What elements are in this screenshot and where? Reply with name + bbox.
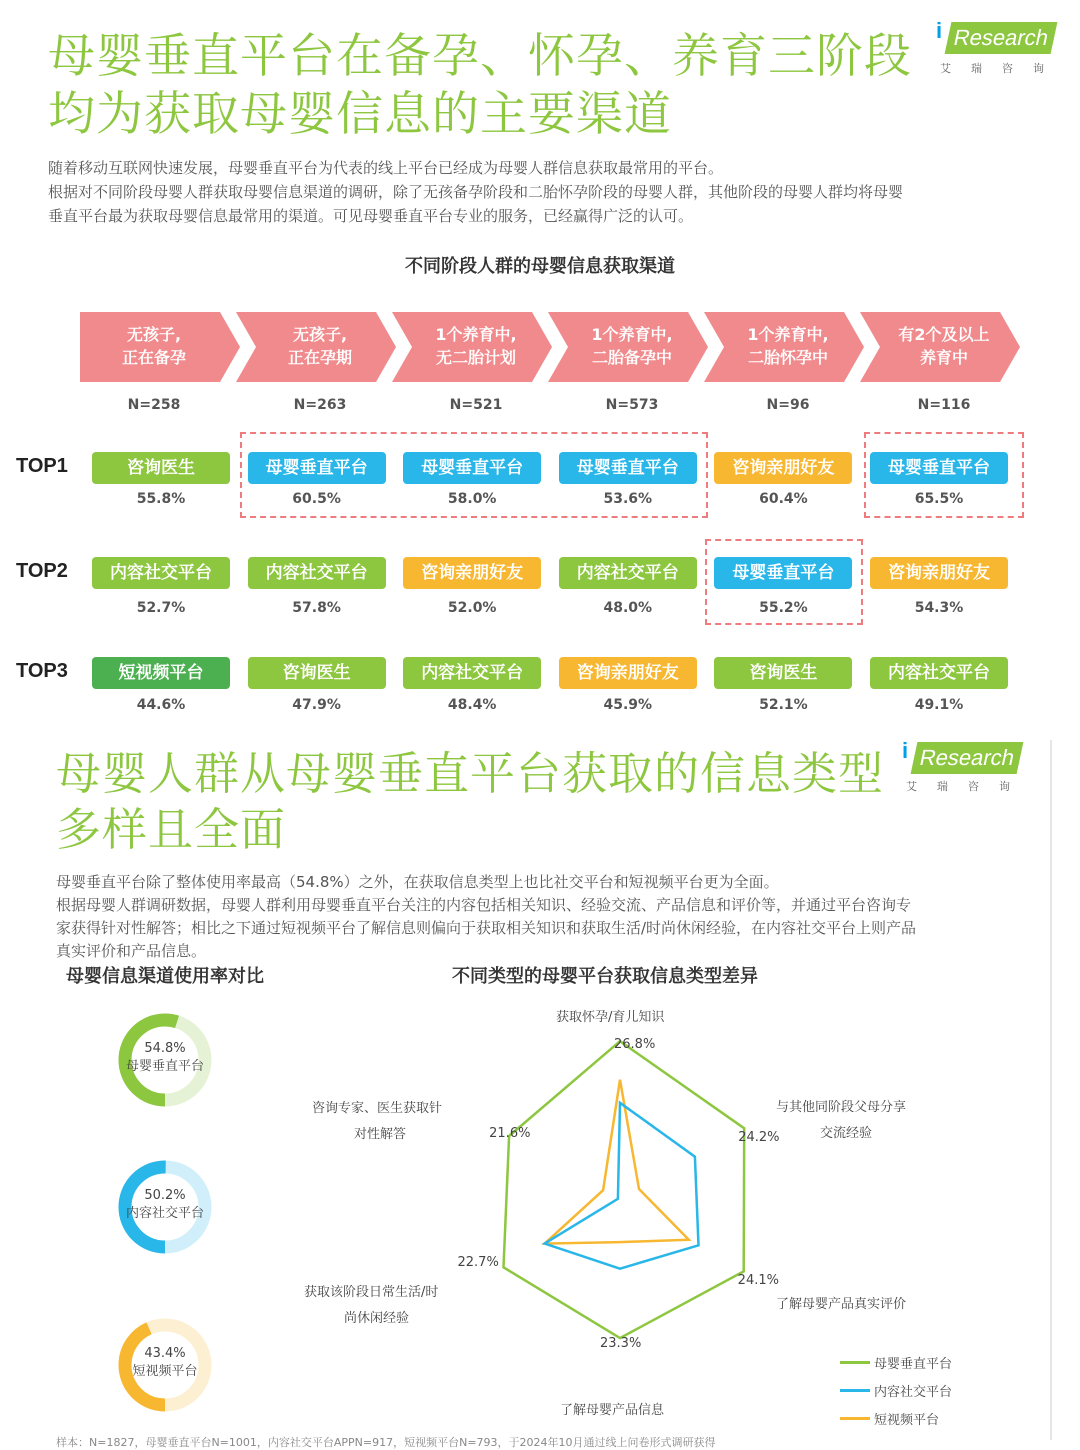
radar-value-label: 26.8% bbox=[614, 1037, 656, 1053]
logo-i: i bbox=[902, 738, 909, 763]
section2-desc-line3: 家获得针对性解答；相比之下通过短视频平台了解信息则偏向于获取相关知识和获取生活/时尚休闲经验，在内容社交平台上则产品 bbox=[56, 919, 917, 937]
radar-legend bbox=[840, 1348, 952, 1432]
stage-label-line2: 正在孕期 bbox=[287, 348, 352, 367]
channel-pill: 内容社交平台 bbox=[248, 557, 386, 589]
radar-value-label: 23.3% bbox=[600, 1336, 642, 1352]
radar-axis-label: 尚休闲经验 bbox=[344, 1311, 410, 1326]
channel-percent: 55.2% bbox=[759, 600, 808, 616]
radar-series-line bbox=[545, 1080, 689, 1244]
legend-label: 短视频平台 bbox=[874, 1412, 940, 1428]
channel-percent: 49.1% bbox=[914, 697, 964, 713]
channel-percent: 47.9% bbox=[292, 697, 341, 713]
legend-label: 母婴垂直平台 bbox=[874, 1356, 953, 1372]
stage-sample-size: N=521 bbox=[449, 397, 503, 413]
radar-axis-label: 咨询专家、医生获取针 bbox=[312, 1101, 443, 1116]
channel-pill: 内容社交平台 bbox=[870, 657, 1008, 689]
stage-label-line2: 养育中 bbox=[919, 348, 968, 367]
channel-percent: 55.8% bbox=[136, 491, 186, 507]
channel-percent: 57.8% bbox=[292, 600, 341, 616]
radar-axis-label: 交流经验 bbox=[820, 1126, 873, 1141]
donut-category: 母婴垂直平台 bbox=[125, 1059, 204, 1074]
channel-pill: 母婴垂直平台 bbox=[714, 557, 852, 589]
section1-desc-line3: 垂直平台最为获取母婴信息最常用的渠道。可见母婴垂直平台专业的服务，已经赢得广泛的认可。 bbox=[48, 207, 694, 225]
legend-item bbox=[840, 1404, 952, 1432]
channel-pill: 母婴垂直平台 bbox=[870, 452, 1008, 484]
channel-pill: 母婴垂直平台 bbox=[559, 452, 697, 484]
channel-pill: 咨询医生 bbox=[92, 452, 230, 484]
channel-percent: 45.9% bbox=[603, 697, 653, 713]
channel-pill: 咨询亲朋好友 bbox=[559, 657, 697, 689]
section2-title-line2: 多样且全面 bbox=[56, 803, 287, 856]
stage-sample-size: N=258 bbox=[127, 397, 181, 413]
channel-percent: 65.5% bbox=[914, 491, 964, 507]
section2-desc-line1: 母婴垂直平台除了整体使用率最高（54.8%）之外，在获取信息类型上也比社交平台和短视频平台更为全面。 bbox=[56, 873, 779, 891]
channel-pill: 咨询亲朋好友 bbox=[870, 557, 1008, 589]
radar-value-label: 24.2% bbox=[738, 1130, 780, 1146]
donut-value: 50.2% bbox=[144, 1188, 186, 1203]
radar-axis-label: 了解母婴产品真实评价 bbox=[776, 1297, 907, 1312]
channel-pill: 内容社交平台 bbox=[403, 657, 541, 689]
donut-category: 内容社交平台 bbox=[125, 1206, 204, 1221]
channel-percent: 53.6% bbox=[603, 491, 653, 507]
section2-desc-line2: 根据母婴人群调研数据，母婴人群利用母婴垂直平台关注的内容包括相关知识、经验交流、产品信息和评价等，并通过平台咨询专 bbox=[56, 896, 912, 914]
radar-axis-label: 对性解答 bbox=[354, 1127, 407, 1142]
channel-pill: 咨询亲朋好友 bbox=[403, 557, 541, 589]
radar-series-line bbox=[504, 1041, 745, 1338]
stage-label-line1: 无孩子, bbox=[292, 325, 348, 344]
section1-title-line1: 母婴垂直平台在备孕、怀孕、养育三阶段 bbox=[48, 29, 912, 84]
donut-section-title: 母婴信息渠道使用率对比 bbox=[66, 966, 264, 987]
stage-sample-size: N=573 bbox=[605, 397, 659, 413]
radar-value-label: 21.6% bbox=[489, 1126, 531, 1141]
stage-label-line1: 1个养育中, bbox=[435, 325, 517, 344]
stage-sample-size: N=116 bbox=[917, 397, 971, 413]
logo-sub: 艾瑞咨询 bbox=[940, 62, 1064, 75]
radar-axis-label: 了解母婴产品信息 bbox=[560, 1403, 665, 1418]
legend-swatch bbox=[840, 1361, 870, 1364]
channel-percent: 48.0% bbox=[603, 600, 653, 616]
radar-value-label: 24.1% bbox=[737, 1273, 779, 1289]
channel-pill: 咨询医生 bbox=[248, 657, 386, 689]
radar-section-title: 不同类型的母婴平台获取信息类型差异 bbox=[452, 966, 758, 987]
stage-label-line2: 二胎备孕中 bbox=[591, 348, 672, 367]
radar-axis-label: 获取怀孕/育儿知识 bbox=[556, 1010, 665, 1025]
radar-axis-label: 与其他同阶段父母分享 bbox=[776, 1100, 907, 1115]
channel-percent: 44.6% bbox=[136, 697, 186, 713]
channel-percent: 54.3% bbox=[914, 600, 964, 616]
channel-pill: 短视频平台 bbox=[92, 657, 230, 689]
channel-pill: 咨询医生 bbox=[714, 657, 852, 689]
channel-percent: 60.5% bbox=[292, 491, 341, 507]
stage-label-line1: 1个养育中, bbox=[747, 325, 829, 344]
channel-percent: 52.7% bbox=[136, 600, 186, 616]
legend-item bbox=[840, 1376, 952, 1404]
channel-percent: 60.4% bbox=[759, 491, 808, 507]
rank-label: TOP2 bbox=[16, 560, 68, 582]
legend-item bbox=[840, 1348, 952, 1376]
section2-title-line1: 母婴人群从母婴垂直平台获取的信息类型 bbox=[56, 747, 885, 800]
page-edge bbox=[1050, 740, 1052, 1440]
donut-category: 短视频平台 bbox=[132, 1364, 198, 1379]
legend-swatch bbox=[840, 1389, 870, 1392]
stage-label-line1: 有2个及以上 bbox=[898, 325, 990, 344]
stage-label-line1: 无孩子, bbox=[126, 325, 182, 344]
channel-pill: 母婴垂直平台 bbox=[403, 452, 541, 484]
logo-text: Research bbox=[945, 22, 1058, 54]
stage-sample-size: N=96 bbox=[766, 397, 810, 413]
section1-title-line2: 均为获取母婴信息的主要渠道 bbox=[48, 87, 672, 142]
stage-label-line2: 无二胎计划 bbox=[435, 348, 516, 367]
channel-pill: 内容社交平台 bbox=[559, 557, 697, 589]
channel-pill: 咨询亲朋好友 bbox=[714, 452, 852, 484]
donut-value: 43.4% bbox=[144, 1346, 186, 1361]
channel-percent: 58.0% bbox=[447, 491, 497, 507]
legend-swatch bbox=[840, 1417, 870, 1420]
radar-chart bbox=[440, 1000, 840, 1380]
section1-desc-line2: 根据对不同阶段母婴人群获取母婴信息渠道的调研，除了无孩备孕阶段和二胎怀孕阶段的母婴人群，其他阶段的母婴人群均将母婴 bbox=[48, 183, 904, 201]
channel-percent: 52.0% bbox=[447, 600, 497, 616]
section1-desc-line1: 随着移动互联网快速发展，母婴垂直平台为代表的线上平台已经成为母婴人群信息获取最常用的平台。 bbox=[48, 159, 724, 177]
section2-desc-line4: 真实评价和产品信息。 bbox=[56, 942, 207, 960]
stage-label-line1: 1个养育中, bbox=[591, 325, 673, 344]
logo-sub: 艾瑞咨询 bbox=[906, 780, 1030, 793]
channel-pill: 内容社交平台 bbox=[92, 557, 230, 589]
stage-label-line2: 二胎怀孕中 bbox=[747, 348, 828, 367]
donut-value: 54.8% bbox=[144, 1041, 186, 1056]
rank-label: TOP1 bbox=[16, 455, 68, 477]
channel-pill: 母婴垂直平台 bbox=[248, 452, 386, 484]
stage-label-line2: 正在备孕 bbox=[121, 348, 186, 367]
stage-sample-size: N=263 bbox=[293, 397, 347, 413]
channel-percent: 52.1% bbox=[759, 697, 808, 713]
radar-value-label: 22.7% bbox=[457, 1255, 499, 1271]
logo-text: Research bbox=[911, 742, 1024, 774]
legend-label: 内容社交平台 bbox=[874, 1384, 953, 1400]
footnote: 样本：N=1827，母婴垂直平台N=1001，内容社交平台APPN=917，短视频平台N=793，于2024年10月通过线上问卷形式调研获得 bbox=[56, 1436, 716, 1449]
rank-label: TOP3 bbox=[16, 660, 68, 682]
channel-percent: 48.4% bbox=[447, 697, 497, 713]
stage-chart-title: 不同阶段人群的母婴信息获取渠道 bbox=[405, 256, 675, 277]
logo-i: i bbox=[936, 18, 943, 43]
radar-axis-label: 获取该阶段日常生活/时 bbox=[304, 1285, 439, 1300]
